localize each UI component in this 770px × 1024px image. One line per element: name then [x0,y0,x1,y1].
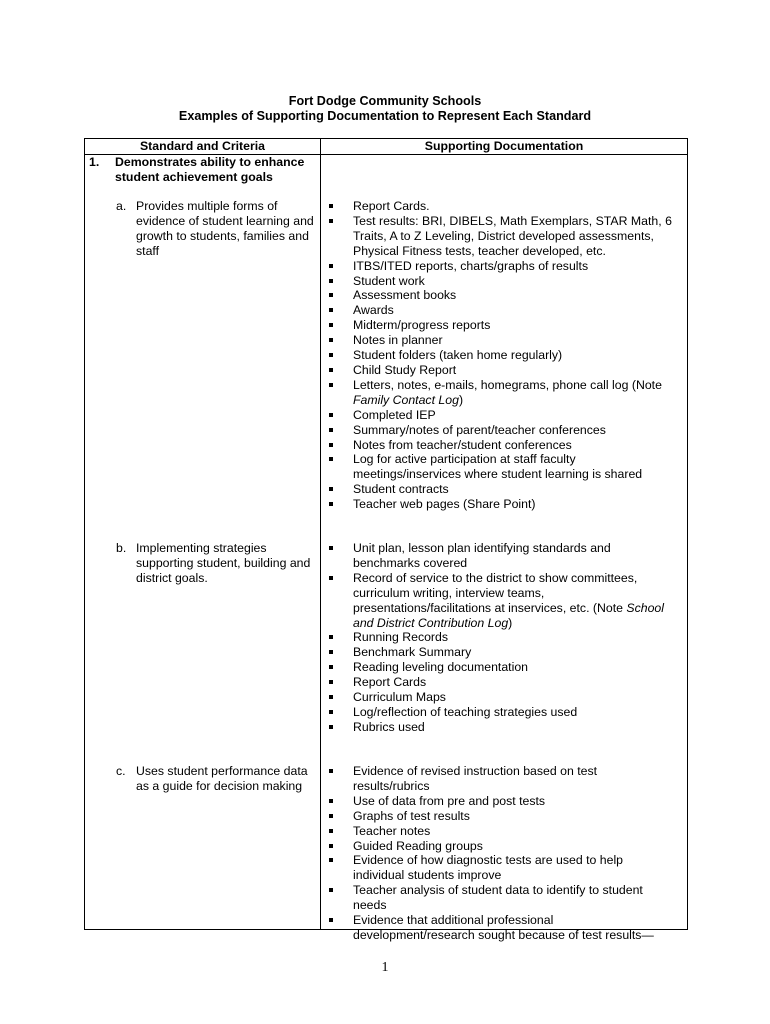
documentation-item: Teacher web pages (Share Point) [321,497,675,512]
criterion-letter: c. [116,764,126,778]
documentation-item: Running Records [321,630,675,645]
documentation-item: Completed IEP [321,408,675,423]
documentation-item: Student contracts [321,482,675,497]
standards-cell [85,155,321,930]
documentation-item: Notes in planner [321,333,675,348]
documentation-item: Evidence of how diagnostic tests are used to help individual students improve [321,853,675,883]
criterion-text: Uses student performance data as a guide for decision making [136,764,308,793]
table-header-row [85,139,688,155]
documentation-item: Benchmark Summary [321,645,675,660]
documentation-item: Teacher analysis of student data to identify to student needs [321,883,675,913]
documentation-item: Awards [321,303,675,318]
documentation-item: Log for active participation at staff faculty meetings/inservices where student learning is shared [321,452,675,482]
document-title: Fort Dodge Community Schools [288,94,482,108]
documentation-item: Curriculum Maps [321,690,675,705]
documentation-item: Unit plan, lesson plan identifying standards and benchmarks covered [321,541,675,571]
documentation-list-a [321,199,675,512]
documentation-list-c [321,764,675,943]
document-subtitle: Examples of Supporting Documentation to Represent Each Standard [178,109,592,123]
documentation-item: Letters, notes, e-mails, homegrams, phone call log (Note Family Contact Log) [321,378,675,408]
criterion-c [85,764,316,794]
documentation-item: Guided Reading groups [321,839,675,854]
documentation-item: Student work [321,274,675,289]
documentation-item: Summary/notes of parent/teacher conferences [321,423,675,438]
documentation-item: Teacher notes [321,824,675,839]
col-header-standard: Standard and Criteria [85,139,321,155]
criterion-a [85,199,316,259]
criterion-b [85,541,316,586]
documentation-item: Report Cards [321,675,675,690]
documentation-item: Record of service to the district to show committees, curriculum writing, interview teams, presentations/facilitations at inservices, etc. (Note School and District Contribution Log) [321,571,675,631]
documentation-item: Use of data from pre and post tests [321,794,675,809]
col-header-documentation: Supporting Documentation [321,139,688,155]
standard-heading [85,155,320,185]
documentation-item: Child Study Report [321,363,675,378]
documentation-list-b [321,541,675,735]
documentation-item: Graphs of test results [321,809,675,824]
documentation-item: Notes from teacher/student conferences [321,438,675,453]
documentation-item: Evidence of revised instruction based on test results/rubrics [321,764,675,794]
documentation-item: Assessment books [321,288,675,303]
documentation-item: Midterm/progress reports [321,318,675,333]
documentation-item: Reading leveling documentation [321,660,675,675]
criterion-text: Provides multiple forms of evidence of student learning and growth to students, families and staff [136,199,314,258]
documentation-item: Log/reflection of teaching strategies used [321,705,675,720]
documentation-item: Test results: BRI, DIBELS, Math Exemplars, STAR Math, 6 Traits, A to Z Leveling, District developed assessments, Physical Fitness tests, teacher developed, etc. [321,214,675,259]
documentation-cell [321,155,688,942]
documentation-item: Evidence that additional professional development/research sought because of test results— [321,913,675,943]
standards-table [84,138,688,942]
documentation-item: ITBS/ITED reports, charts/graphs of results [321,259,675,274]
documentation-item: Report Cards. [321,199,675,214]
standard-text: Demonstrates ability to enhance student achievement goals [115,155,305,184]
criterion-letter: b. [116,541,127,555]
criterion-text: Implementing strategies supporting student, building and district goals. [136,541,311,585]
page-number: 1 [381,960,389,975]
criterion-letter: a. [116,199,127,213]
table-row [85,155,688,930]
documentation-item: Rubrics used [321,720,675,735]
documentation-item: Student folders (taken home regularly) [321,348,675,363]
standard-number: 1. [89,155,100,169]
